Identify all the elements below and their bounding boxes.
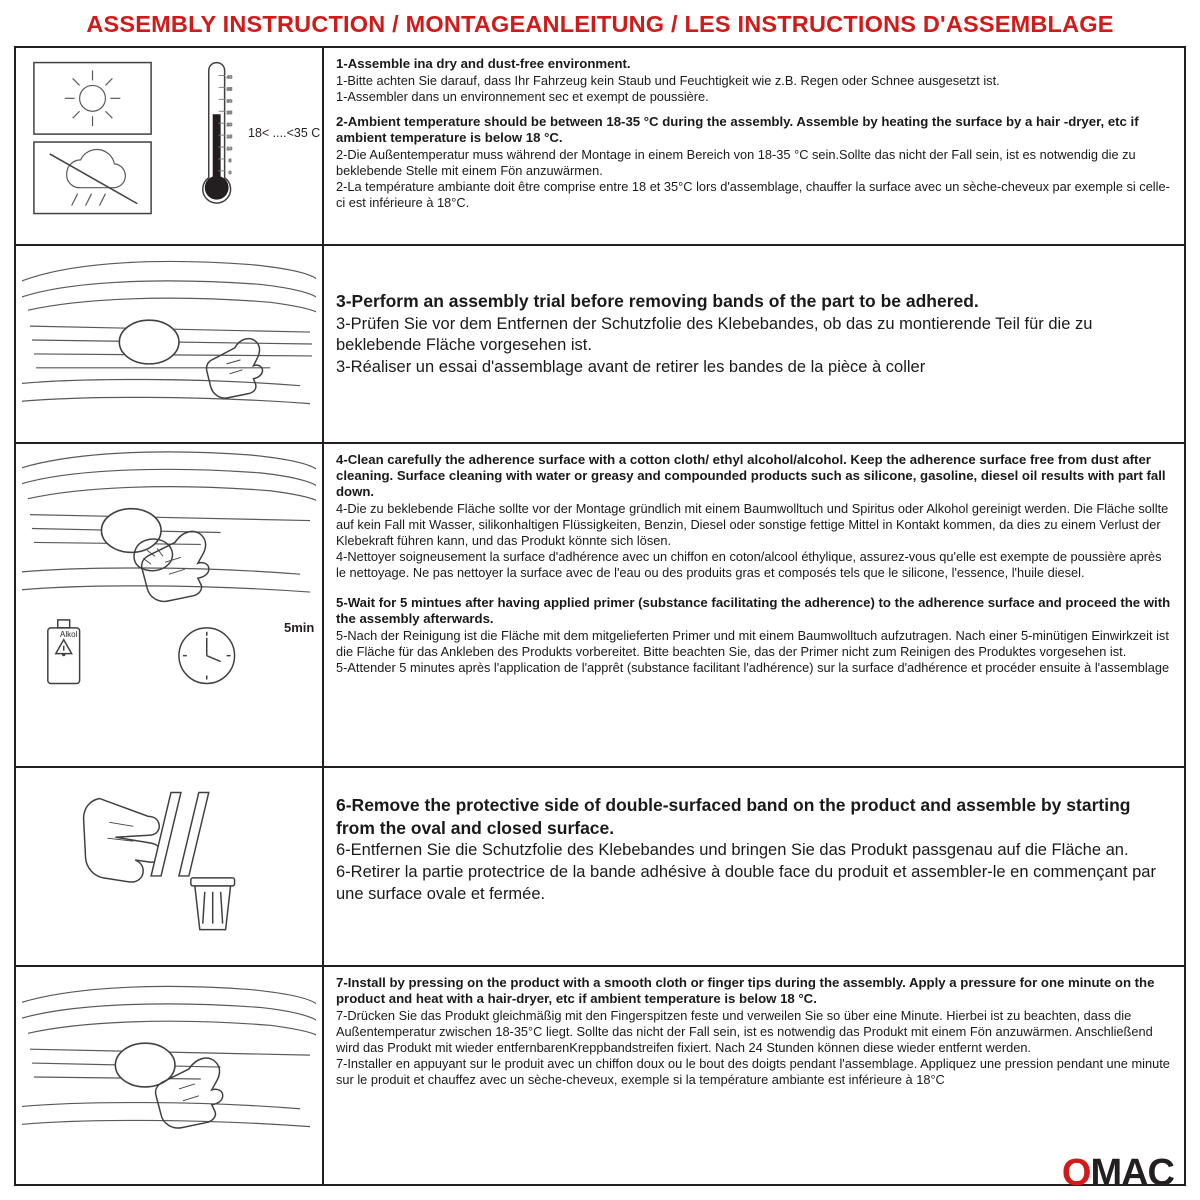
svg-text:0: 0 xyxy=(228,170,232,176)
step-1-de: 1-Bitte achten Sie darauf, dass Ihr Fahrzeug kein Staub und Feuchtigkeit wie z.B. Regen oder Schnee ausgesetzt ist. xyxy=(336,72,1000,88)
svg-text:5: 5 xyxy=(228,158,232,164)
weather-thermometer-icon xyxy=(22,54,316,238)
step-7-block xyxy=(336,975,1174,1088)
cleaning-cloth-alcohol-timer-icon xyxy=(22,450,316,760)
instruction-text-cell xyxy=(324,967,1184,1184)
brand-logo xyxy=(1062,1154,1174,1192)
step-2-en: 2-Ambient temperature should be between 18-35 °C during the assembly. Assemble by heating the surface by a hair -dryer, etc if ambient temperature is below 18 °C. xyxy=(336,113,1139,145)
step-2-de: 2-Die Außentemperatur muss während der Montage in einem Bereich von 18-35 °C sein.Sollte das nicht der Fall sein, ist es notwendig die zu beklebende Stelle mit einem Fön anzuwärmen. xyxy=(336,147,1136,179)
alcohol-bottle-label: Alkol xyxy=(60,629,78,639)
step-1-en: 1-Assemble ina dry and dust-free environment. xyxy=(336,55,631,71)
remove-protective-band-illustration xyxy=(16,768,324,965)
surface-cleaning-and-primer-illustration xyxy=(16,444,324,766)
instruction-row xyxy=(16,246,1184,444)
instruction-text-cell xyxy=(324,444,1184,766)
svg-text:30: 30 xyxy=(226,99,233,105)
instruction-text-cell xyxy=(324,768,1184,965)
step-7-en: 7-Install by pressing on the product with a smooth cloth or finger tips during the assembly. Apply a pressure for one minute on the product and heat with a hair-dryer, etc if ambient temperature is below 18 °C. xyxy=(336,974,1155,1006)
step-5-de: 5-Nach der Reinigung ist die Fläche mit dem mitgelieferten Primer und mit einem Baumwolltuch aufzutragen. Nach einer 5-minütigen Einwirkzeit ist die Fläche für das Ankleben des Produkts vorbereitet. Bitte beachten Sie, das der Primer nicht zum Reinigen des Produktes vorgesehen ist. xyxy=(336,628,1169,660)
svg-text:20: 20 xyxy=(226,122,233,128)
vehicle-front-trial-fit-illustration xyxy=(16,246,324,442)
instruction-row xyxy=(16,768,1184,967)
step-2-fr: 2-La température ambiante doit être comprise entre 18 et 35°C lors d'assemblage, chauffer la surface avec un sèche-cheveux par exemple si celle-ci est inférieure à 18°C. xyxy=(336,179,1170,211)
timer-label: 5min xyxy=(284,619,315,635)
step-5-en: 5-Wait for 5 mintues after having applied primer (substance facilitating the adherence) to the adherence surface and proceed the with the assembly afterwards. xyxy=(336,595,1171,627)
step-6-block xyxy=(336,794,1174,906)
svg-text:35: 35 xyxy=(226,87,233,93)
instruction-text-cell xyxy=(324,48,1184,244)
svg-text:15: 15 xyxy=(226,134,233,140)
instruction-table xyxy=(14,46,1186,1186)
step-3-block xyxy=(336,290,1174,379)
instruction-row xyxy=(16,444,1184,768)
step-5-block xyxy=(336,595,1174,676)
svg-text:10: 10 xyxy=(226,146,233,152)
step-3-de: 3-Prüfen Sie vor dem Entfernen der Schutzfolie des Klebebandes, ob das zu montierende Teil für die zu beklebende Fläche vorgesehen ist. xyxy=(336,314,1093,355)
sun-rain-thermometer-illustration xyxy=(16,48,324,244)
instruction-row xyxy=(16,48,1184,246)
brand-logo-text: MAC xyxy=(1090,1152,1174,1194)
step-4-de: 4-Die zu beklebende Fläche sollte vor der Montage gründlich mit einem Baumwolltuch und Spiritus oder Alkohol gereinigt werden. Die Fläche sollte auf kein Fall mit Wasser, silikonhaltigen Flüssigkeiten, Benzin, Diesel oder sonstige fettige Mittel in Kontakt kommen, da dies zu einem Verlust der Klebekraft führen kann, und das Produkt könnte sich lösen. xyxy=(336,501,1169,549)
step-3-en: 3-Perform an assembly trial before removing bands of the part to be adhered. xyxy=(336,290,979,311)
car-front-grille-icon xyxy=(22,252,316,436)
temperature-range-label: 18< ....<35 C xyxy=(248,125,321,140)
page-title: ASSEMBLY INSTRUCTION / MONTAGEANLEITUNG / LES INSTRUCTIONS D'ASSEMBLAGE xyxy=(86,11,1114,37)
instruction-row xyxy=(16,967,1184,1184)
step-6-fr: 6-Retirer la partie protectrice de la bande adhésive à double face du produit et assembler-le en commençant par une surface ovale et fermée. xyxy=(336,863,1156,903)
press-product-on-vehicle-illustration xyxy=(16,967,324,1184)
step-4-en: 4-Clean carefully the adherence surface with a cotton cloth/ ethyl alcohol/alcohol. Keep the adherence surface free from dust after cleaning. Surface cleaning with water or greasy and compounded products such as silicone, gasoline, diesel oil results with part fall down. xyxy=(336,451,1166,500)
step-7-de: 7-Drücken Sie das Produkt gleichmäßig mit den Fingerspitzen feste und verweilen Sie so über eine Minute. Hierbei ist zu beachten, dass die Außentemperatur zwischen 18-35°C liegt. Sollte das nicht der Fall sein, ist es notwendig das Produkt mit einem Fön anzuwärmen. Anschließend wird das Produkt mit wieder entfernbarenKreppbandstreifen fixiert. Nach 24 Stunden können diese wieder entfernt werden. xyxy=(336,1008,1153,1055)
step-7-fr: 7-Installer en appuyant sur le produit avec un chiffon doux ou le bout des doigts pendant l'assemblage. Appliquez une pression pendant une minute sur le produit et chauffez avec un sèche-cheveux, exemple si la température ambiante est inférieure à 18°C xyxy=(336,1055,1170,1087)
step-3-fr: 3-Réaliser un essai d'assemblage avant de retirer les bandes de la pièce à coller xyxy=(336,358,926,377)
step-4-fr: 4-Nettoyer soigneusement la surface d'adhérence avec un chiffon en coton/alcool éthylique, assurez-vous qu'elle est exempte de poussière après le nettoyage. Ne pas nettoyer la surface avec de l'eau ou des produits gras et composés tels que le silicone, l'essence, l'huile diesel. xyxy=(336,549,1162,581)
svg-text:25: 25 xyxy=(226,111,233,117)
step-2-block xyxy=(336,114,1174,211)
step-4-block xyxy=(336,452,1174,581)
step-5-fr: 5-Attender 5 minutes après l'application de l'apprêt (substance facilitant l'adhérence) sur la surface d'adhérence et procéder ensuite à l'assemblage xyxy=(336,660,1170,676)
car-front-press-icon xyxy=(22,973,316,1178)
svg-text:40: 40 xyxy=(226,75,233,81)
step-1-block xyxy=(336,56,1174,105)
peel-tape-trash-icon xyxy=(22,774,316,959)
brand-logo-initial: O xyxy=(1061,1152,1091,1194)
step-6-en: 6-Remove the protective side of double-surfaced band on the product and assemble by starting from the oval and closed surface. xyxy=(336,794,1131,838)
instruction-text-cell xyxy=(324,246,1184,442)
step-6-de: 6-Entfernen Sie die Schutzfolie des Klebebandes und bringen Sie das Produkt passgenau auf die Fläche an. xyxy=(336,841,1129,860)
step-1-fr: 1-Assembler dans un environnement sec et exempt de poussière. xyxy=(336,88,709,104)
